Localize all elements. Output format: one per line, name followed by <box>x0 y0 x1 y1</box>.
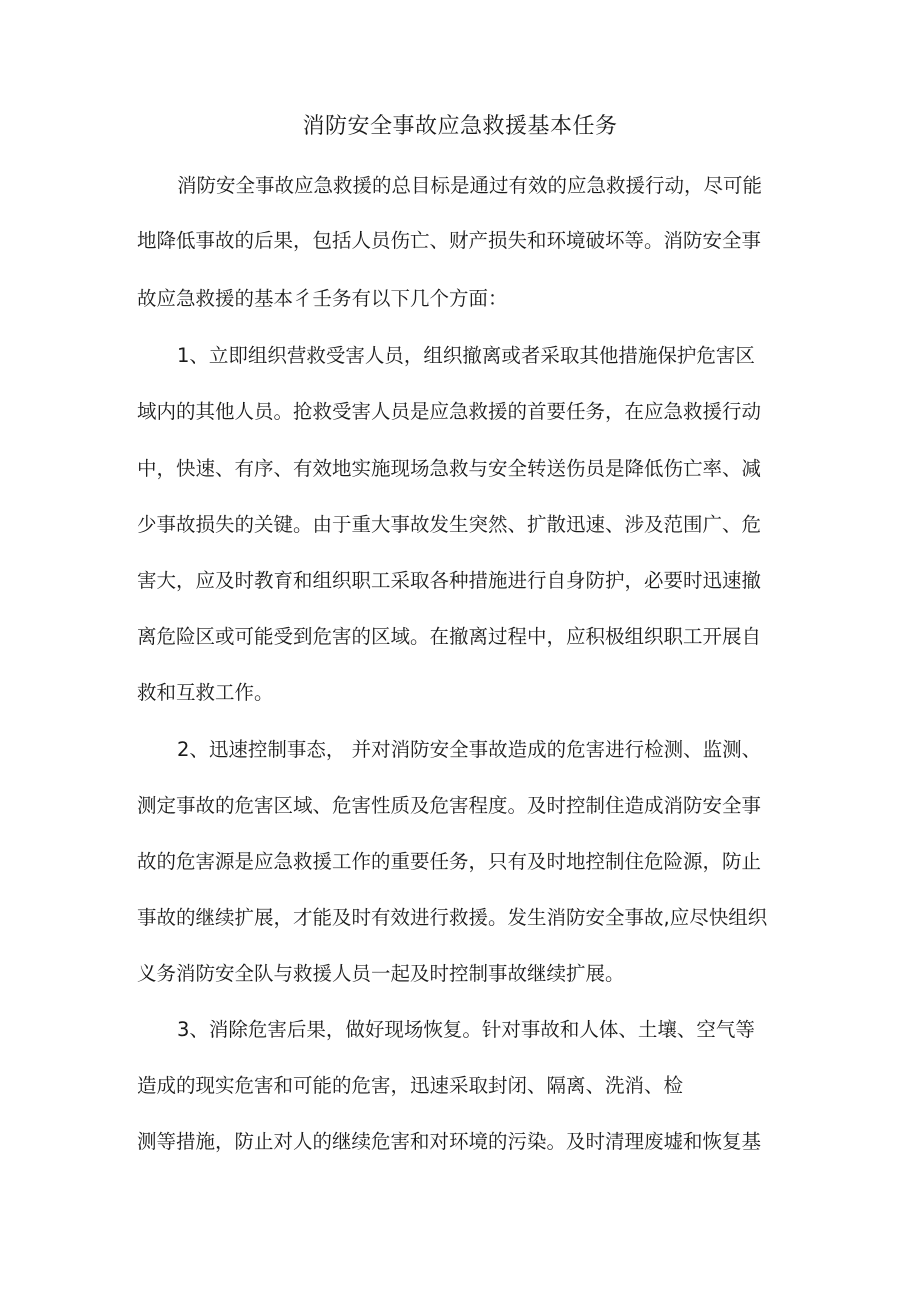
paragraph-intro-line-1: 消防安全事故应急救援的总目标是通过有效的应急救援行动，尽可能 <box>177 174 763 197</box>
paragraph-3-line-1: 3、消除危害后果，做好现场恢复。针对事故和人体、土壤、空气等 <box>177 1018 755 1041</box>
paragraph-intro-line-2: 地降低事故的后果，包括人员伤亡、财产损失和环境破坏等。消防安全事 <box>137 229 762 252</box>
paragraph-2-line-3: 故的危害源是应急救援工作的重要任务，只有及时地控制住危险源，防止 <box>137 850 762 873</box>
paragraph-1-line-2: 域内的其他人员。抢救受害人员是应急救援的首要任务，在应急救援行动 <box>137 400 762 423</box>
paragraph-1-line-4: 少事故损失的关键。由于重大事故发生突然、扩散迅速、涉及范围广、危 <box>137 513 762 536</box>
paragraph-1-line-3: 中，快速、有序、有效地实施现场急救与安全转送伤员是降低伤亡率、减 <box>137 457 762 480</box>
paragraph-1-line-6: 离危险区或可能受到危害的区域。在撤离过程中，应积极组织职工开展自 <box>137 625 762 648</box>
paragraph-3-line-3: 测等措施，防止对人的继续危害和对环境的污染。及时清理废墟和恢复基 <box>137 1130 762 1153</box>
paragraph-1-line-1: 1、立即组织营救受害人员，组织撤离或者采取其他措施保护危害区 <box>177 344 755 367</box>
paragraph-2-line-2: 测定事故的危害区域、危害性质及危害程度。及时控制住造成消防安全事 <box>137 794 762 817</box>
paragraph-1-line-7: 救和互救工作。 <box>137 681 274 704</box>
paragraph-1-line-5: 害大，应及时教育和组织职工采取各种措施进行自身防护，必要时迅速撤 <box>137 569 762 592</box>
paragraph-2-line-5: 义务消防安全队与救援人员一起及时控制事故继续扩展。 <box>137 962 625 985</box>
paragraph-intro-line-3: 故应急救援的基本彳壬务有以下几个方面： <box>137 287 508 310</box>
paragraph-2-line-4: 事故的继续扩展，才能及时有效进行救援。发生消防安全事故,应尽快组织 <box>137 906 768 929</box>
paragraph-2-line-1: 2、迅速控制事态， 并对消防安全事故造成的危害进行检测、监测、 <box>177 738 762 761</box>
paragraph-3-line-2: 造成的现实危害和可能的危害，迅速采取封闭、隔离、洗消、检 <box>137 1074 684 1097</box>
document-title: 消防安全事故应急救援基本任务 <box>302 114 618 139</box>
